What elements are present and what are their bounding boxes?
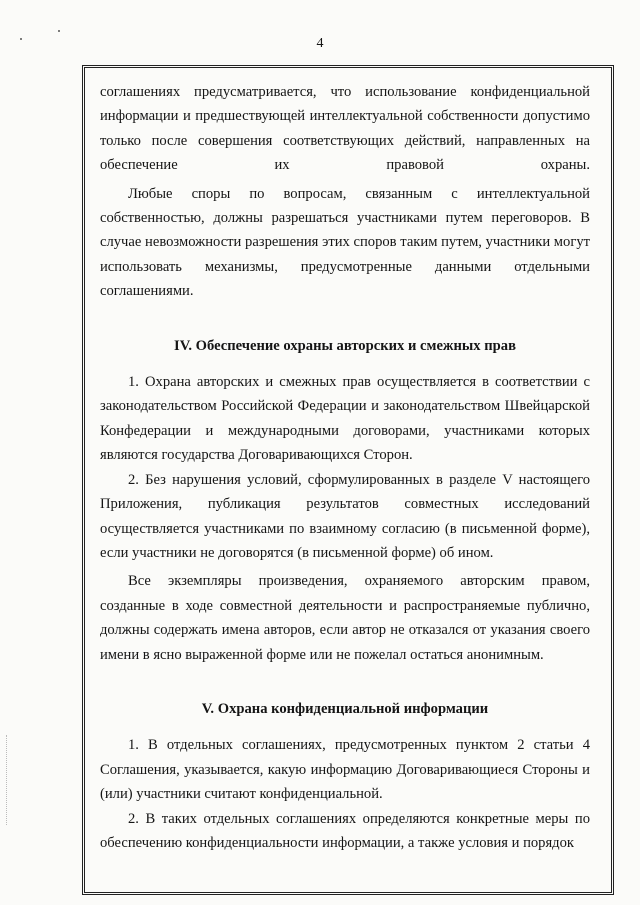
paragraph: 1. Охрана авторских и смежных прав осуществляется в соответствии с законодательством Российской Федерации и законодательством Швейцарской Конфедерации и международными договорами, участниками которых являются государства Договаривающихся Сторон. [100, 374, 590, 464]
page-number: 4 [316, 36, 324, 51]
paragraph: 2. В таких отдельных соглашениях определяются конкретные меры по обеспечению конфиденциальности информации, а также условия и порядок [100, 810, 590, 851]
paragraph: соглашениях предусматривается, что использование конфиденциальной информации и предшествующей интеллектуальной собственности допустимо только после совершения соответствующих действий, направленных на обеспечение их правовой охраны. [100, 84, 590, 174]
paragraph: Все экземпляры произведения, охраняемого авторским правом, созданные в ходе совместной деятельности и распространяемые публично, должны содержать имена авторов, если автор не отказался от указания своего имени в ясно выраженной форме или не пожелал остаться анонимным. [100, 573, 590, 663]
paragraph: 2. Без нарушения условий, сформулированных в разделе V настоящего Приложения, публикация результатов совместных исследований осуществляется участниками по взаимному согласию (в письменной форме), если участники не договорятся (в письменной форме) об ином. [100, 471, 590, 561]
section-heading-v: V. Охрана конфиденциальной информации [201, 700, 489, 717]
scan-margin-marks [6, 735, 8, 825]
scan-speck [58, 30, 60, 32]
paragraph: 1. В отдельных соглашениях, предусмотренных пунктом 2 статьи 4 Соглашения, указывается, какую информацию Договаривающиеся Стороны и (или) участники считают конфиденциальной. [100, 737, 590, 803]
paragraph: Любые споры по вопросам, связанным с интеллектуальной собственностью, должны разрешаться участниками путем переговоров. В случае невозможности разрешения этих споров таким путем, участники могут использовать механизмы, предусмотренные данными отдельными соглашениями. [100, 185, 590, 300]
document-body [100, 80, 590, 855]
section-heading-iv: IV. Обеспечение охраны авторских и смежных прав [174, 337, 516, 354]
